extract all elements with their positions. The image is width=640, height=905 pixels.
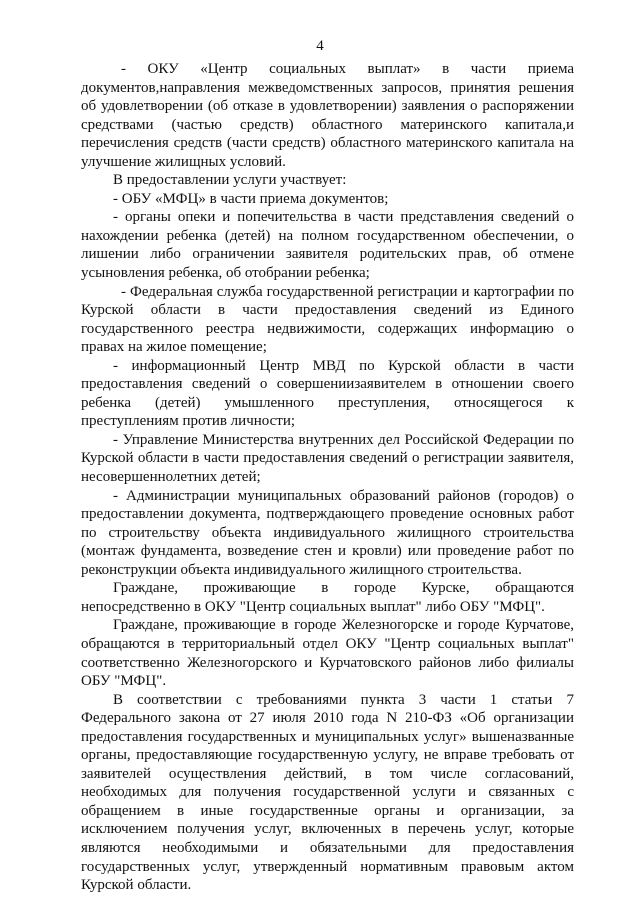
paragraph-participants-intro: В предоставлении услуги участвует: <box>113 172 347 189</box>
document-body <box>81 60 574 895</box>
paragraph-oku-role: - ОКУ «Центр социальных выплат» в части приема документов,направления межведомственных запросов, принятия решения об удовлетворении (об отказе в удовлетворении) заявления о распоряжении средствами (частью средств) областного материнского капитала,и перечисления средств (части средств) областного материнского капитала на улучшение жилищных условий. <box>81 61 574 170</box>
paragraph-kursk-citizens: Граждане, проживающие в городе Курске, обращаются непосредственно в ОКУ "Центр социальных выплат" либо ОБУ "МФЦ". <box>81 580 574 615</box>
page-number: 4 <box>316 38 324 54</box>
paragraph-mfc: - ОБУ «МФЦ» в части приема документов; <box>113 190 389 207</box>
paragraph-zheleznogorsk-citizens: Граждане, проживающие в городе Железногорске и городе Курчатове, обращаются в территориальный отдел ОКУ "Центр социальных выплат" соответственно Железногорского и Курчатовского районов либо филиалы ОБУ "МФЦ". <box>81 617 574 690</box>
paragraph-federal-law: В соответствии с требованиями пункта 3 части 1 статьи 7 Федерального закона от 27 июля 2010 года N 210-ФЗ «Об организации предоставления государственных и муниципальных услуг» вышеназванные органы, предоставляющие государственную услугу, не вправе требовать от заявителей осуществления действий, в том числе согласований, необходимых для получения государственной услуги и связанных с обращением в иные государственные органы и организации, за исключением получения услуг, включенных в перечень услуг, которые являются необходимыми и обязательными для предоставления государственных услуг, утвержденный нормативным правовым актом Курской области. <box>81 691 574 894</box>
paragraph-mvd-directorate: - Управление Министерства внутренних дел Российской Федерации по Курской области в части предоставления сведений о регистрации заявителя, несовершеннолетних детей; <box>81 431 574 486</box>
paragraph-municipal-admin: - Администрации муниципальных образований районов (городов) о предоставлении документа, подтверждающего проведение основных работ по строительству объекта индивидуального жилищного строительства (монтаж фундамента, возведение стен и кровли) или проведение работ по реконструкции объекта индивидуального жилищного строительства. <box>81 487 574 578</box>
paragraph-mvd-info-center: - информационный Центр МВД по Курской области в части предоставления сведений о совершениизаявителем в отношении своего ребенка (детей) умышленного преступления, относящегося к преступлениям против личности; <box>81 357 574 430</box>
paragraph-guardianship: - органы опеки и попечительства в части представления сведений о нахождении ребенка (детей) на полном государственном обеспечении, о лишении либо ограничении заявителя родительских прав, об отмене усыновления ребенка, об отобрании ребенка; <box>81 209 574 282</box>
paragraph-rosreestr: - Федеральная служба государственной регистрации и картографии по Курской области в части предоставления сведений из Единого государственного реестра недвижимости, содержащих информацию о правах на жилое помещение; <box>81 283 574 356</box>
